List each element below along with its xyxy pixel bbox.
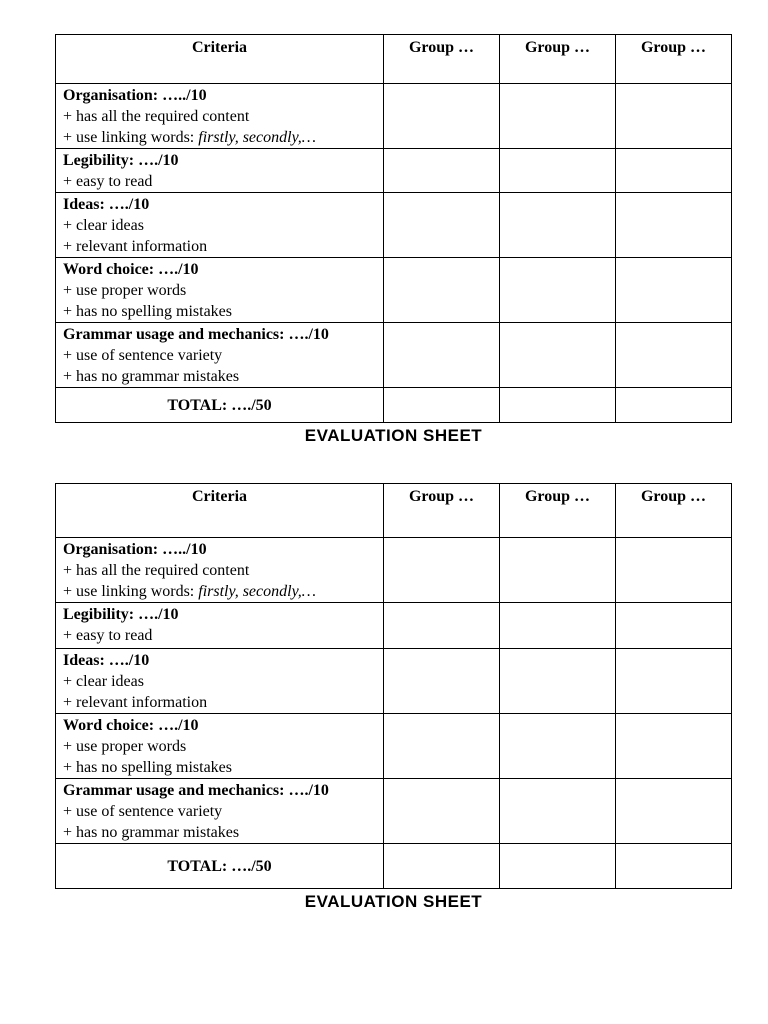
score-cell[interactable]: [500, 323, 616, 388]
criterion-line: + use proper words: [63, 282, 187, 299]
score-cell[interactable]: [616, 323, 732, 388]
total-row: [56, 388, 732, 423]
criterion-line: + has no grammar mistakes: [63, 824, 240, 841]
sheet-title: EVALUATION SHEET: [304, 892, 483, 911]
sheet-title: EVALUATION SHEET: [304, 426, 483, 445]
table-row: [56, 779, 732, 844]
score-cell[interactable]: [500, 258, 616, 323]
criterion-title: Organisation: …../10: [63, 87, 207, 104]
score-cell[interactable]: [384, 258, 500, 323]
group-header-1: Group …: [384, 35, 500, 84]
score-cell[interactable]: [616, 193, 732, 258]
score-cell[interactable]: [384, 649, 500, 714]
criterion-line: + has all the required content: [63, 562, 250, 579]
criterion-grammar: [56, 779, 384, 844]
score-cell[interactable]: [616, 779, 732, 844]
criterion-line: [63, 127, 379, 148]
score-cell[interactable]: [500, 149, 616, 193]
linking-examples: firstly, secondly,…: [198, 129, 317, 146]
criterion-line: + has no grammar mistakes: [63, 368, 240, 385]
total-row: [56, 844, 732, 889]
score-cell[interactable]: [384, 779, 500, 844]
criterion-ideas: [56, 649, 384, 714]
total-label: TOTAL: …./50: [56, 844, 384, 889]
table-row: [56, 603, 732, 649]
total-cell[interactable]: [500, 844, 616, 889]
criterion-title: Legibility: …./10: [63, 606, 179, 623]
total-cell[interactable]: [500, 388, 616, 423]
criterion-line: [63, 581, 379, 602]
score-cell[interactable]: [500, 193, 616, 258]
score-cell[interactable]: [616, 714, 732, 779]
score-cell[interactable]: [384, 323, 500, 388]
score-cell[interactable]: [384, 149, 500, 193]
total-label: TOTAL: …./50: [56, 388, 384, 423]
criterion-line: + has no spelling mistakes: [63, 303, 233, 320]
criterion-grammar: [56, 323, 384, 388]
criteria-header: Criteria: [56, 35, 384, 84]
criterion-title: Legibility: …./10: [63, 152, 179, 169]
criterion-line: + easy to read: [63, 627, 153, 644]
criterion-title: Word choice: …./10: [63, 261, 199, 278]
criterion-organisation: [56, 538, 384, 603]
group-header-2: Group …: [500, 35, 616, 84]
score-cell[interactable]: [384, 603, 500, 649]
score-cell[interactable]: [384, 84, 500, 149]
criterion-organisation: [56, 84, 384, 149]
evaluation-table: [55, 34, 732, 423]
score-cell[interactable]: [384, 538, 500, 603]
criterion-title: Grammar usage and mechanics: …./10: [63, 326, 329, 343]
score-cell[interactable]: [384, 714, 500, 779]
linking-prefix: + use linking words:: [63, 583, 199, 600]
score-cell[interactable]: [616, 538, 732, 603]
criterion-line: + use of sentence variety: [63, 347, 223, 364]
criterion-line: + easy to read: [63, 173, 153, 190]
group-header-1: Group …: [384, 484, 500, 538]
score-cell[interactable]: [384, 193, 500, 258]
total-cell[interactable]: [384, 844, 500, 889]
table-row: [56, 714, 732, 779]
group-header-3: Group …: [616, 484, 732, 538]
score-cell[interactable]: [500, 84, 616, 149]
evaluation-table: [55, 483, 732, 889]
total-cell[interactable]: [616, 844, 732, 889]
group-header-3: Group …: [616, 35, 732, 84]
criterion-line: + use of sentence variety: [63, 803, 223, 820]
linking-examples: firstly, secondly,…: [198, 583, 317, 600]
table-row: [56, 84, 732, 149]
table-row: [56, 149, 732, 193]
header-row: [56, 484, 732, 538]
criterion-title: Ideas: …./10: [63, 652, 150, 669]
criterion-line: + use proper words: [63, 738, 187, 755]
table-row: [56, 649, 732, 714]
score-cell[interactable]: [500, 603, 616, 649]
criterion-line: + relevant information: [63, 694, 208, 711]
criterion-line: + clear ideas: [63, 217, 144, 234]
criterion-line: + has no spelling mistakes: [63, 759, 233, 776]
criteria-header: Criteria: [56, 484, 384, 538]
score-cell[interactable]: [616, 84, 732, 149]
score-cell[interactable]: [616, 258, 732, 323]
table-row: [56, 538, 732, 603]
group-header-2: Group …: [500, 484, 616, 538]
criterion-legibility: [56, 603, 384, 649]
evaluation-sheet-2: [55, 483, 732, 912]
criterion-ideas: [56, 193, 384, 258]
linking-prefix: + use linking words:: [63, 129, 199, 146]
total-cell[interactable]: [384, 388, 500, 423]
total-cell[interactable]: [616, 388, 732, 423]
evaluation-sheet-1: [55, 34, 732, 446]
criterion-legibility: [56, 149, 384, 193]
score-cell[interactable]: [500, 649, 616, 714]
criterion-line: + has all the required content: [63, 108, 250, 125]
criterion-title: Grammar usage and mechanics: …./10: [63, 782, 329, 799]
score-cell[interactable]: [616, 649, 732, 714]
table-row: [56, 193, 732, 258]
score-cell[interactable]: [500, 714, 616, 779]
score-cell[interactable]: [500, 538, 616, 603]
criterion-line: + relevant information: [63, 238, 208, 255]
score-cell[interactable]: [616, 603, 732, 649]
table-row: [56, 258, 732, 323]
score-cell[interactable]: [500, 779, 616, 844]
criterion-word-choice: [56, 714, 384, 779]
criterion-title: Ideas: …./10: [63, 196, 150, 213]
table-row: [56, 323, 732, 388]
criterion-line: + clear ideas: [63, 673, 144, 690]
score-cell[interactable]: [616, 149, 732, 193]
criterion-title: Organisation: …../10: [63, 541, 207, 558]
criterion-word-choice: [56, 258, 384, 323]
criterion-title: Word choice: …./10: [63, 717, 199, 734]
header-row: [56, 35, 732, 84]
